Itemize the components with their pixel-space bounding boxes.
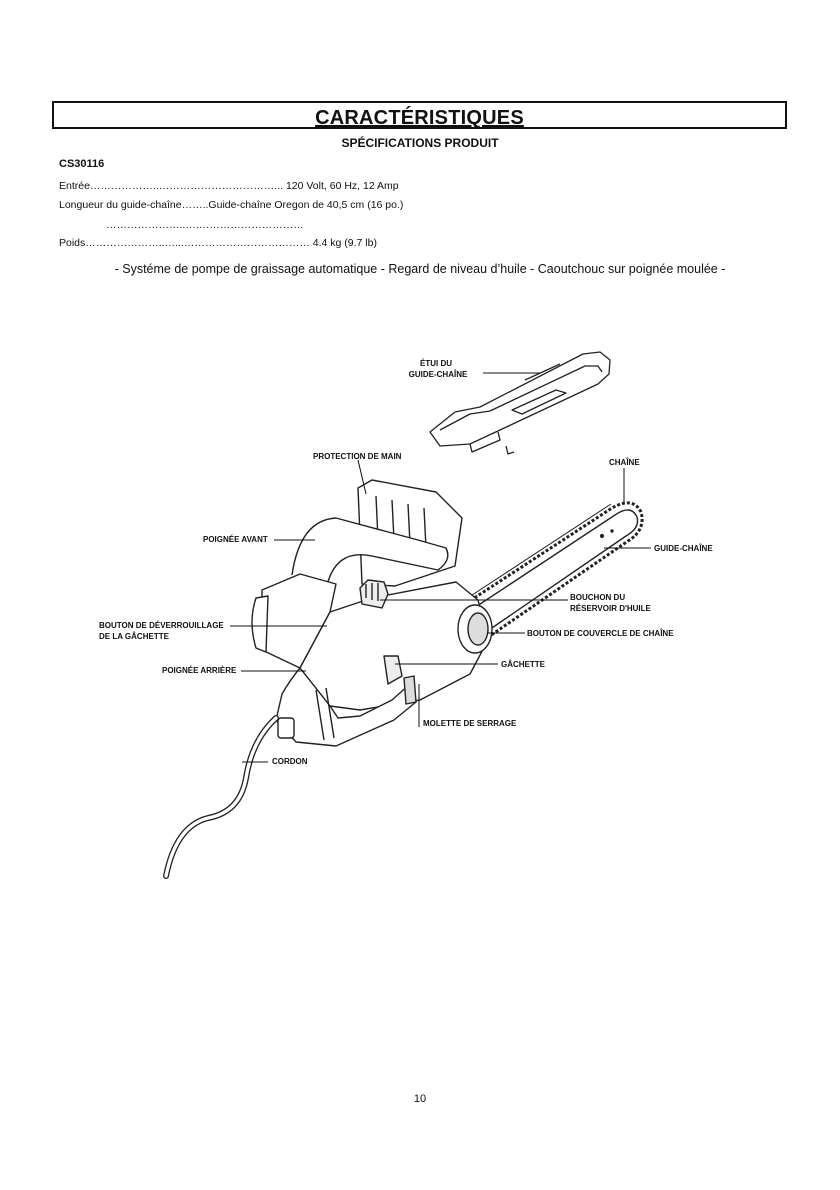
label-oil-cap-line2: RÉSERVOIR D'HUILE [570, 604, 651, 613]
label-lock-off-line1: BOUTON DE DÉVERROUILLAGE [99, 621, 224, 630]
spec-line-weight: Poids…………………..…...……………………………… 4.4 kg (9.7 lb) [59, 237, 377, 249]
label-scabbard-line1: ÉTUI DU [420, 359, 452, 368]
label-oil-cap-line1: BOUCHON DU [570, 593, 626, 602]
label-guide-bar: GUIDE-CHAÎNE [654, 544, 713, 553]
label-chain: CHAÎNE [609, 458, 640, 467]
label-rear-handle: POIGNÉE ARRIÈRE [162, 666, 237, 675]
model-number: CS30116 [59, 158, 105, 170]
label-trigger: GÂCHETTE [501, 660, 545, 669]
label-chain-cover-knob: BOUTON DE COUVERCLE DE CHAÎNE [527, 629, 674, 638]
label-lock-off-line2: DE LA GÂCHETTE [99, 632, 169, 641]
spec-line-bar-length: Longueur du guide-chaîne……..Guide-chaîne Oregon de 40,5 cm (16 po.) [59, 199, 404, 211]
label-scabbard-line2: GUIDE-CHAÎNE [408, 370, 468, 379]
page-number: 10 [413, 1093, 427, 1105]
spec-line-input: Entrée………………..……………………………... 120 Volt, 60 Hz, 12 Amp [59, 180, 399, 192]
page-title: CARACTÉRISTIQUES [315, 107, 524, 129]
scabbard-drawing [430, 352, 610, 454]
spec-line-dots: …………………..….………………………… [106, 219, 304, 231]
label-cord: CORDON [272, 757, 308, 766]
page-subtitle: SPÉCIFICATIONS PRODUIT [341, 136, 499, 150]
label-tension-knob: MOLETTE DE SERRAGE [423, 719, 517, 728]
features-line: - Systéme de pompe de graissage automatique - Regard de niveau d’huile - Caoutchouc sur poignée moulée - [114, 262, 726, 276]
saw-body-drawing [252, 480, 492, 746]
label-front-handle: POIGNÉE AVANT [203, 535, 268, 544]
label-hand-guard: PROTECTION DE MAIN [313, 452, 402, 461]
